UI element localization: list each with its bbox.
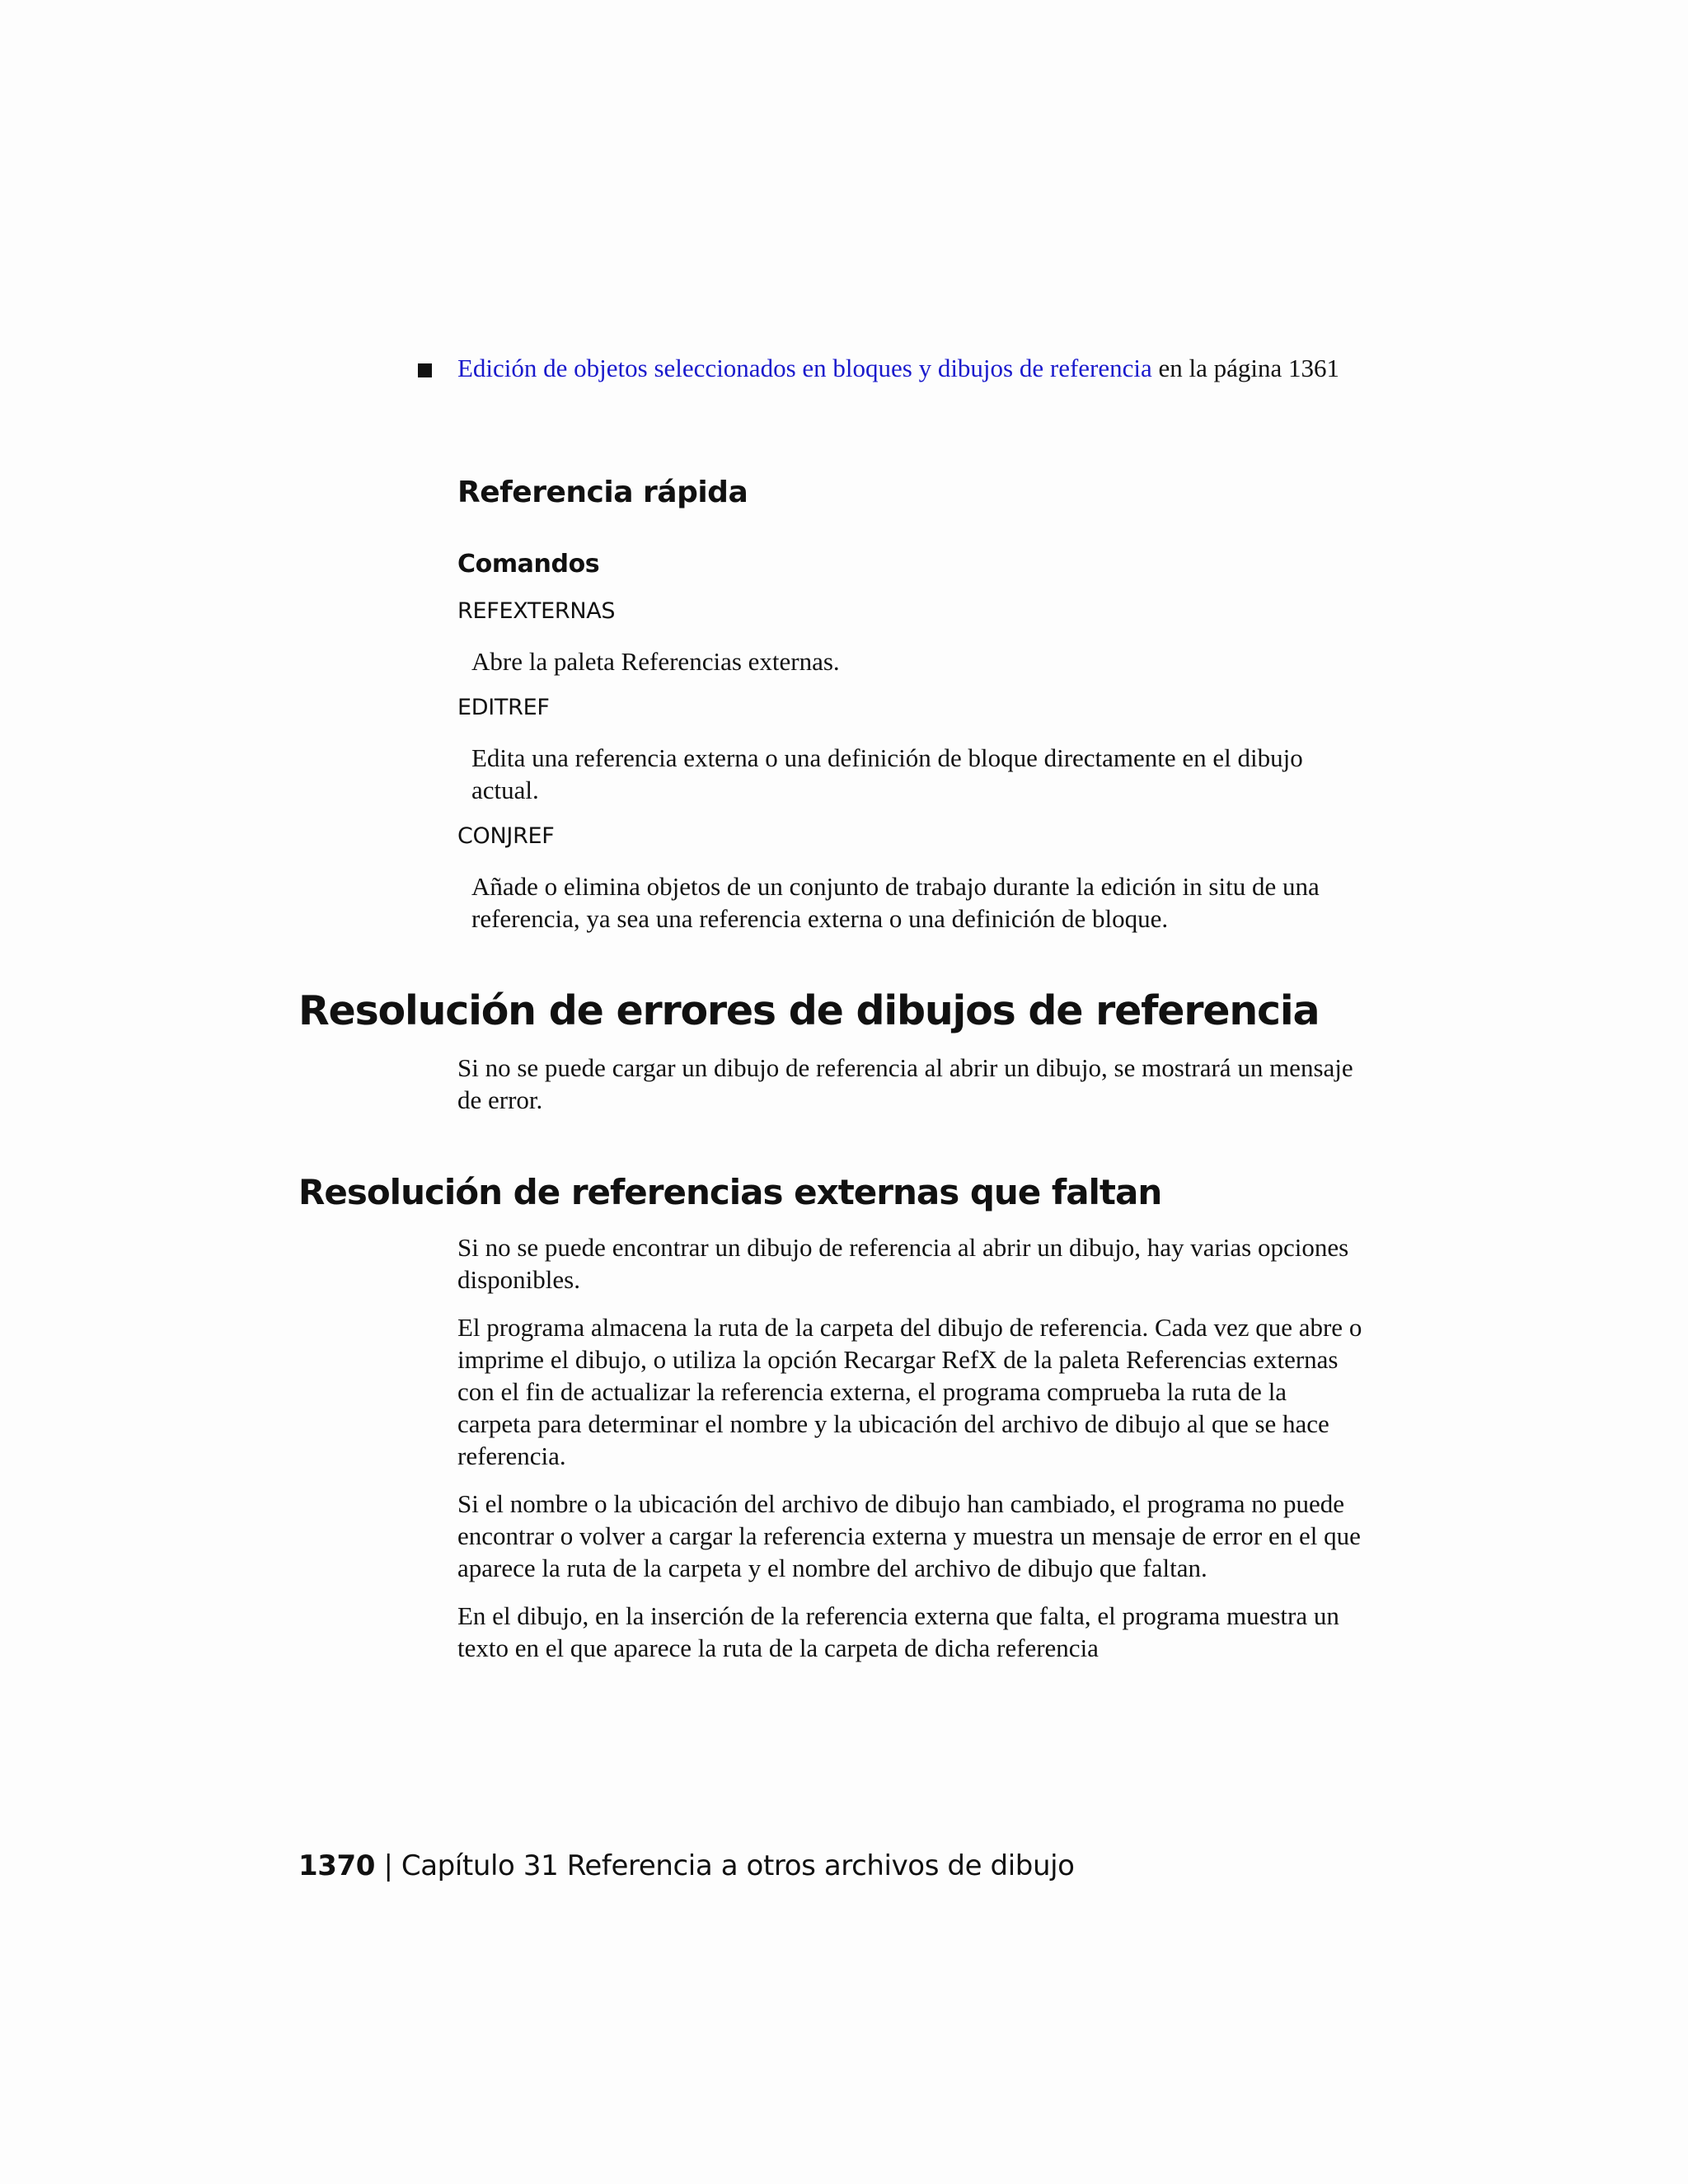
command-description: Añade o elimina objetos de un conjunto de trabajo durante la edición in situ de una referencia, ya sea una referencia externa o una definición de bloque.: [471, 872, 1320, 933]
section-heading-errors: Resolución de errores de dibujos de referencia: [298, 987, 1320, 1034]
command-name: CONJREF: [457, 823, 555, 849]
commands-heading: Comandos: [457, 550, 600, 579]
section-body: [457, 1231, 1364, 1680]
quick-reference-heading: Referencia rápida: [457, 476, 748, 509]
chapter-title: | Capítulo 31 Referencia a otros archivos de dibujo: [375, 1849, 1075, 1882]
page-reference-text: en la página 1361: [1151, 354, 1340, 382]
paragraph: El programa almacena la ruta de la carpeta del dibujo de referencia. Cada vez que abre o imprime el dibujo, o utiliza la opción Recargar RefX de la paleta Referencias externas con el fin de actualizar la referencia externa, el programa comprueba la ruta de la carpeta para determinar el nombre y la ubicación del archivo de dibujo al que se hace referencia.: [457, 1313, 1362, 1470]
paragraph: Si no se puede encontrar un dibujo de referencia al abrir un dibujo, hay varias opciones disponibles.: [457, 1233, 1349, 1294]
command-description: Abre la paleta Referencias externas.: [471, 647, 840, 676]
page-number: 1370: [298, 1849, 376, 1882]
command-description: Edita una referencia externa o una definición de bloque directamente en el dibujo actual.: [471, 743, 1303, 804]
paragraph: Si el nombre o la ubicación del archivo de dibujo han cambiado, el programa no puede encontrar o volver a cargar la referencia externa y muestra un mensaje de error en el que aparece la ruta de la carpeta y el nombre del archivo de dibujo que faltan.: [457, 1489, 1361, 1582]
related-link-item: [457, 352, 1348, 384]
cross-reference-link[interactable]: Edición de objetos seleccionados en bloques y dibujos de referencia: [457, 354, 1152, 382]
page-footer: [298, 1849, 1075, 1882]
bullet-marker: [418, 363, 432, 377]
command-name: EDITREF: [457, 695, 550, 720]
section-heading-missing-xrefs: Resolución de referencias externas que faltan: [298, 1172, 1162, 1212]
section-paragraph: Si no se puede cargar un dibujo de referencia al abrir un dibujo, se mostrará un mensaje de error.: [457, 1053, 1353, 1114]
command-name: REFEXTERNAS: [457, 598, 616, 624]
paragraph: En el dibujo, en la inserción de la referencia externa que falta, el programa muestra un texto en el que aparece la ruta de la carpeta de dicha referencia: [457, 1601, 1339, 1662]
